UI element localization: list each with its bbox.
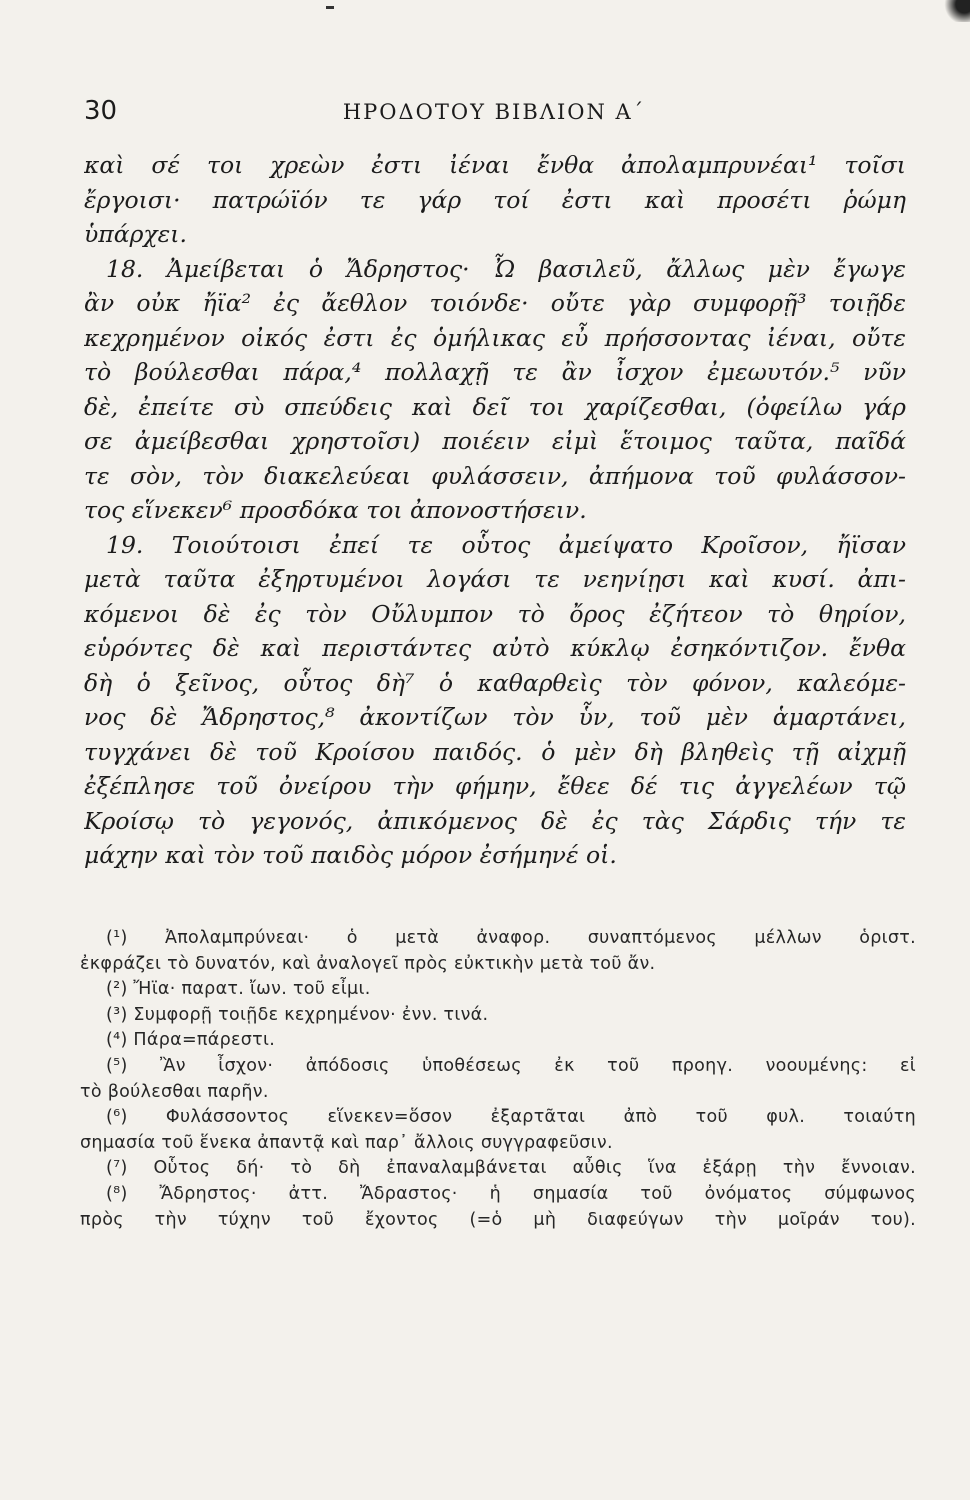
section-19-start: 19. Τοιούτοισι ἐπεί τε οὗτος ἀμείψατο Κροῖσον, ἤϊσαν [106,530,906,559]
footnote-2: (²) Ἤϊα· παρατ. ἴων. τοῦ εἶμι. [106,979,371,1000]
footnote-4: (⁴) Πάρα=πάρεστι. [106,1030,276,1051]
text-line: τος εἵνεκεν⁶ προσδόκα τοι ἀπονοστήσειν. [84,496,587,524]
footnote-8: (⁸) Ἄδρηστος· ἀττ. Ἄδραστος· ἡ σημασία τοῦ ὀνόματος σύμφωνος [106,1183,916,1204]
text-line: ἔργοισι· πατρώϊόν τε γάρ τοί ἐστι καὶ προσέτι ῥώμη [84,185,906,214]
text-line: δὴ ὁ ξεῖνος, οὗτος δὴ⁷ ὁ καθαρθεὶς τὸν φόνον, καλεόμε- [84,668,906,697]
corner-smudge [942,0,970,22]
text-line: ἐξέπλησε τοῦ ὀνείρου τὴν φήμην, ἔθεε δέ τις ἀγγελέων τῷ [84,772,906,800]
footnote-line: ἐκφράζει τὸ δυνατόν, καὶ ἀναλογεῖ πρὸς εὐκτικὴν μετὰ τοῦ ἄν. [80,953,656,974]
text-line: μετὰ ταῦτα ἐξηρτυμένοι λογάσι τε νεηνίῃσι καὶ κυσί. ἀπι- [84,565,906,593]
footnote-7: (⁷) Οὗτος δή· τὸ δὴ ἐπαναλαμβάνεται αὖθις ἵνα ἐξάρῃ τὴν ἔννοιαν. [106,1158,916,1179]
footnote-line: πρὸς τὴν τύχην τοῦ ἔχοντος (=ὁ μὴ διαφεύγων τὴν μοῖράν του). [80,1209,916,1230]
text-line: νος δὲ Ἄδρηστος,⁸ ἀκοντίζων τὸν ὗν, τοῦ μὲν ἁμαρτάνει, [84,703,906,731]
text-line: κόμενοι δὲ ἐς τὸν Οὔλυμπον τὸ ὄρος ἐζήτεον τὸ θηρίον, [84,599,906,628]
footnote-line: τὸ βούλεσθαι παρῆν. [80,1081,269,1102]
text-line: κεχρημένον οἰκός ἐστι ἐς ὁμήλικας εὖ πρήσσοντας ἰέναι, οὔτε [84,323,906,352]
footnote-5: (⁵) Ἂν ἶσχον· ἀπόδοσις ὑποθέσεως ἐκ τοῦ προηγ. νοουμένης: εἰ [106,1055,916,1076]
text-line: τε σὸν, τὸν διακελεύεαι φυλάσσειν, ἀπήμονα τοῦ φυλάσσον- [84,461,906,490]
footnote-3: (³) Συμφορῇ τοιῇδε κεχρημένον· ἐνν. τινά. [106,1004,489,1025]
print-speck [326,6,334,9]
footnote-6: (⁶) Φυλάσσοντος εἵνεκεν=ὅσον ἐξαρτᾶται ἀπὸ τοῦ φυλ. τοιαύτη [106,1107,916,1128]
page-header [84,96,904,136]
text-line: σε ἀμείβεσθαι χρηστοῖσι) ποιέειν εἰμὶ ἕτοιμος ταῦτα, παῖδά [84,427,906,455]
footnote-line: σημασία τοῦ ἕνεκα ἀπαντᾷ καὶ παρ᾿ ἄλλοις συγγραφεῦσιν. [80,1132,613,1153]
main-text [84,148,906,873]
running-head: ΗΡΟΔΟΤΟΥ ΒΙΒΛΙΟΝ Α΄ [342,100,646,124]
page-number: 30 [84,96,118,126]
text-line: δὲ, ἐπείτε σὺ σπεύδεις καὶ δεῖ τοι χαρίζεσθαι, (ὀφείλω γάρ [84,392,906,421]
text-line: ὑπάρχει. [84,220,187,248]
footnote-1: (¹) Ἀπολαμπρύνεαι· ὁ μετὰ ἀναφορ. συναπτόμενος μέλλων ὁριστ. [106,928,916,948]
text-line: τυγχάνει δὲ τοῦ Κροίσου παιδός. ὁ μὲν δὴ βληθεὶς τῇ αἰχμῇ [84,737,906,766]
footnotes [80,926,916,1233]
text-line: ἂν οὐκ ἤϊα² ἐς ἄεθλον τοιόνδε· οὔτε γὰρ συμφορῇ³ τοιῇδε [84,289,906,317]
text-line: τὸ βούλεσθαι πάρα,⁴ πολλαχῇ τε ἂν ἶσχον ἐμεωυτόν.⁵ νῦν [84,358,906,386]
text-line: εὑρόντες δὲ καὶ περιστάντες αὐτὸ κύκλῳ ἐσηκόντιζον. ἔνθα [84,634,906,662]
text-line: μάχην καὶ τὸν τοῦ παιδὸς μόρον ἐσήμηνέ οἱ. [84,841,617,869]
text-line: καὶ σέ τοι χρεὼν ἐστι ἰέναι ἔνθα ἀπολαμπρυνέαι¹ τοῖσι [84,151,906,179]
text-line: Κροίσῳ τὸ γεγονός, ἀπικόμενος δὲ ἐς τὰς Σάρδις τήν τε [84,806,906,835]
section-18-start: 18. Ἀμείβεται ὁ Ἄδρηστος· Ὦ βασιλεῦ, ἄλλως μὲν ἔγωγε [106,254,906,283]
